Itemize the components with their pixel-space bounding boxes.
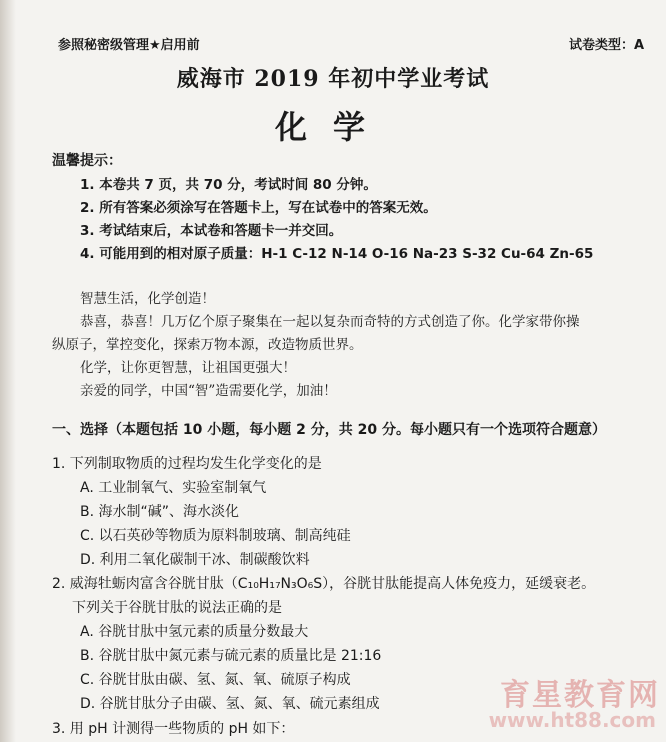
question-2-option-b: B. 谷胱甘肽中氮元素与硫元素的质量比是 21:16 xyxy=(80,648,382,664)
watermark-url: www.ht88.com xyxy=(488,708,656,732)
message-line: 化学，让你更智慧，让祖国更强大！ xyxy=(80,360,296,376)
question-2-stem-continued: 下列关于谷胱甘肽的说法正确的是 xyxy=(72,600,282,616)
question-1-option-a: A. 工业制氧气、实验室制氧气 xyxy=(80,480,267,496)
subject-title: 化学 xyxy=(274,108,391,146)
question-2-option-a: A. 谷胱甘肽中氢元素的质量分数最大 xyxy=(80,624,309,640)
tip-item: 1. 本卷共 7 页，共 70 分，考试时间 80 分钟。 xyxy=(80,177,377,193)
question-2-stem: 2. 威海牡蛎肉富含谷胱甘肽（C₁₀H₁₇N₃O₆S），谷胱甘肽能提高人体免疫力，延缓衰老。 xyxy=(52,576,596,592)
question-2-option-c: C. 谷胱甘肽由碳、氢、氮、氧、硫原子构成 xyxy=(80,672,351,688)
tip-item-atomic-masses: 4. 可能用到的相对原子质量：H-1 C-12 N-14 O-16 Na-23 S-32 Cu-64 Zn-65 xyxy=(80,246,594,262)
tip-item: 2. 所有答案必须涂写在答题卡上，写在试卷中的答案无效。 xyxy=(80,200,437,216)
paper-type-label: 试卷类型：A xyxy=(568,38,644,53)
message-line: 亲爱的同学，中国“智”造需要化学，加油！ xyxy=(80,383,337,399)
question-1-option-d: D. 利用二氧化碳制干冰、制碳酸饮料 xyxy=(80,552,310,568)
question-3-stem: 3. 用 pH 计测得一些物质的 pH 如下： xyxy=(52,721,295,737)
exam-title: 威海市 2019 年初中学业考试 xyxy=(176,66,490,92)
section-heading-choice: 一、选择（本题包括 10 小题，每小题 2 分，共 20 分。每小题只有一个选项符合题意） xyxy=(52,422,606,438)
tips-heading: 温馨提示： xyxy=(52,153,122,169)
watermark-brand: 育星教育网 xyxy=(500,678,660,713)
question-2-option-d: D. 谷胱甘肽分子由碳、氢、氮、氧、硫元素组成 xyxy=(80,696,380,712)
message-line: 纵原子，掌控变化，探索万物本源，改造物质世界。 xyxy=(52,337,363,353)
message-line: 智慧生活，化学创造！ xyxy=(80,291,215,307)
message-line: 恭喜，恭喜！几万亿个原子聚集在一起以复杂而奇特的方式创造了你。化学家带你操 xyxy=(80,314,580,330)
confidentiality-label: 参照秘密级管理★启用前 xyxy=(58,38,200,53)
question-1-option-c: C. 以石英砂等物质为原料制玻璃、制高纯硅 xyxy=(80,528,351,544)
question-1-stem: 1. 下列制取物质的过程均发生化学变化的是 xyxy=(52,456,322,472)
tip-item: 3. 考试结束后，本试卷和答题卡一并交回。 xyxy=(80,223,343,239)
question-1-option-b: B. 海水制“碱”、海水淡化 xyxy=(80,504,240,520)
